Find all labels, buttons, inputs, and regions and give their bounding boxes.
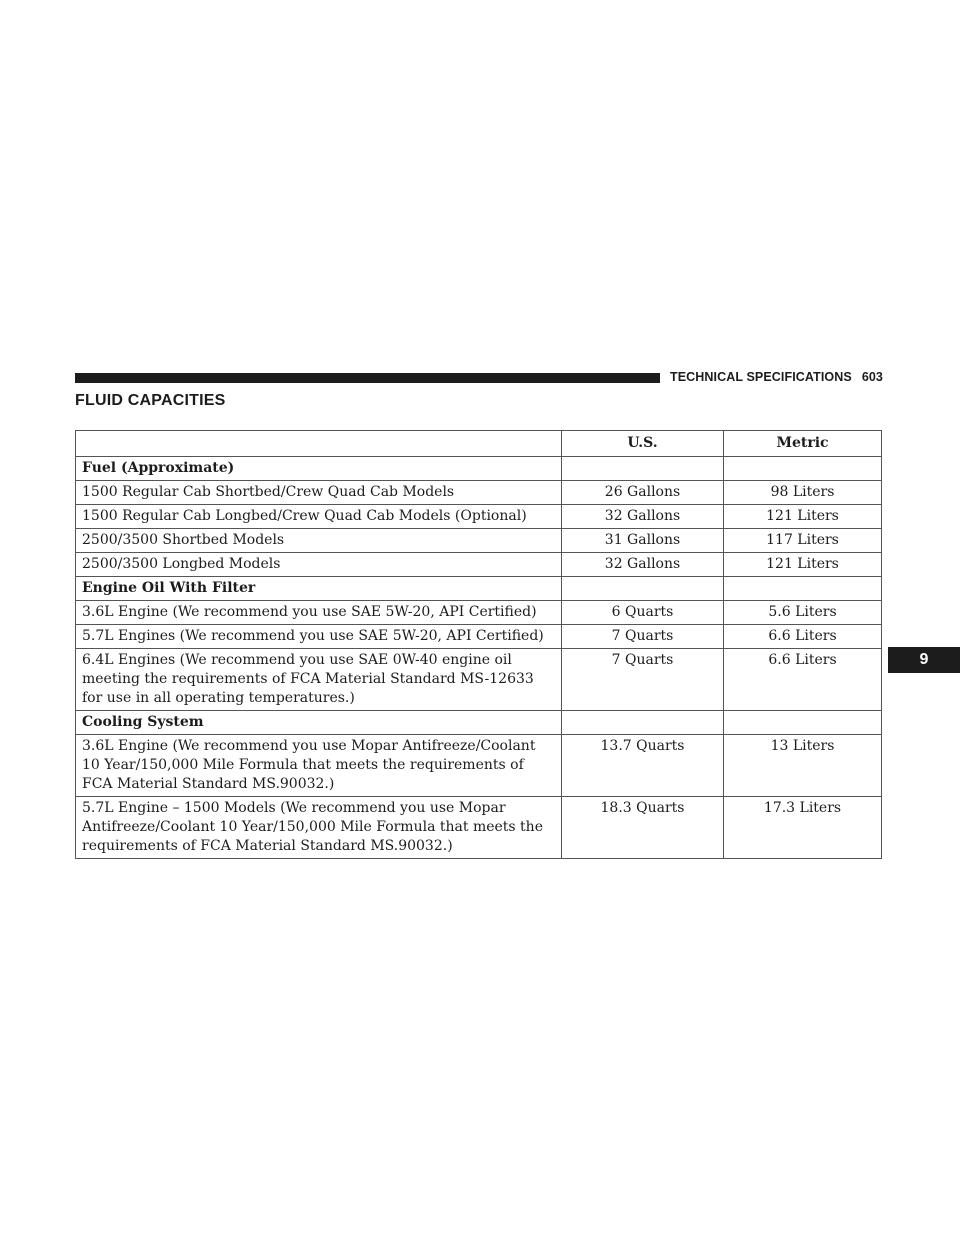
row-label: 1500 Regular Cab Shortbed/Crew Quad Cab Models bbox=[76, 481, 562, 505]
row-metric-value: 13 Liters bbox=[724, 735, 882, 797]
row-label: 3.6L Engine (We recommend you use SAE 5W-20, API Certified) bbox=[76, 601, 562, 625]
row-metric-value bbox=[724, 457, 882, 481]
row-us-value: 6 Quarts bbox=[562, 601, 724, 625]
row-label: 1500 Regular Cab Longbed/Crew Quad Cab Models (Optional) bbox=[76, 505, 562, 529]
row-metric-value: 6.6 Liters bbox=[724, 625, 882, 649]
row-us-value: 31 Gallons bbox=[562, 529, 724, 553]
table-row bbox=[76, 481, 882, 505]
table-section-row bbox=[76, 711, 882, 735]
row-label: 2500/3500 Longbed Models bbox=[76, 553, 562, 577]
table-row bbox=[76, 649, 882, 711]
row-us-value: 32 Gallons bbox=[562, 505, 724, 529]
row-metric-value: 17.3 Liters bbox=[724, 797, 882, 859]
row-label: Cooling System bbox=[76, 711, 562, 735]
row-label: Fuel (Approximate) bbox=[76, 457, 562, 481]
row-us-value: 18.3 Quarts bbox=[562, 797, 724, 859]
row-metric-value: 121 Liters bbox=[724, 505, 882, 529]
row-us-value: 7 Quarts bbox=[562, 649, 724, 711]
row-label: 2500/3500 Shortbed Models bbox=[76, 529, 562, 553]
row-metric-value bbox=[724, 711, 882, 735]
table-section-row bbox=[76, 457, 882, 481]
row-us-value: 7 Quarts bbox=[562, 625, 724, 649]
table-section-row bbox=[76, 577, 882, 601]
row-label: 5.7L Engine – 1500 Models (We recommend you use Mopar Antifreeze/Coolant 10 Year/150,000 Mile Formula that meets the requirements of FCA Material Standard MS.90032.) bbox=[76, 797, 562, 859]
header-rule bbox=[75, 373, 660, 383]
table-row bbox=[76, 601, 882, 625]
row-us-value: 13.7 Quarts bbox=[562, 735, 724, 797]
row-metric-value: 6.6 Liters bbox=[724, 649, 882, 711]
row-us-value bbox=[562, 711, 724, 735]
row-us-value: 32 Gallons bbox=[562, 553, 724, 577]
row-label: 3.6L Engine (We recommend you use Mopar Antifreeze/Coolant 10 Year/150,000 Mile Formula that meets the requirements of FCA Material Standard MS.90032.) bbox=[76, 735, 562, 797]
table-row bbox=[76, 553, 882, 577]
column-header-us: U.S. bbox=[562, 431, 724, 457]
header-section-title: TECHNICAL SPECIFICATIONS bbox=[670, 370, 852, 384]
table-row bbox=[76, 505, 882, 529]
table-row bbox=[76, 625, 882, 649]
page-number: 603 bbox=[861, 370, 883, 384]
column-header-description bbox=[76, 431, 562, 457]
row-metric-value bbox=[724, 577, 882, 601]
row-us-value bbox=[562, 577, 724, 601]
chapter-tab: 9 bbox=[888, 647, 960, 673]
table-row bbox=[76, 735, 882, 797]
row-label: 6.4L Engines (We recommend you use SAE 0W-40 engine oil meeting the requirements of FCA Material Standard MS-12633 for use in all operating temperatures.) bbox=[76, 649, 562, 711]
row-label: 5.7L Engines (We recommend you use SAE 5W-20, API Certified) bbox=[76, 625, 562, 649]
page-title: FLUID CAPACITIES bbox=[75, 392, 226, 409]
table-row bbox=[76, 529, 882, 553]
row-label: Engine Oil With Filter bbox=[76, 577, 562, 601]
running-header bbox=[670, 370, 883, 384]
fluid-capacities-table bbox=[75, 430, 882, 859]
row-metric-value: 98 Liters bbox=[724, 481, 882, 505]
row-us-value bbox=[562, 457, 724, 481]
row-metric-value: 117 Liters bbox=[724, 529, 882, 553]
table-row bbox=[76, 797, 882, 859]
row-us-value: 26 Gallons bbox=[562, 481, 724, 505]
row-metric-value: 5.6 Liters bbox=[724, 601, 882, 625]
column-header-metric: Metric bbox=[724, 431, 882, 457]
row-metric-value: 121 Liters bbox=[724, 553, 882, 577]
table-header-row bbox=[76, 431, 882, 457]
